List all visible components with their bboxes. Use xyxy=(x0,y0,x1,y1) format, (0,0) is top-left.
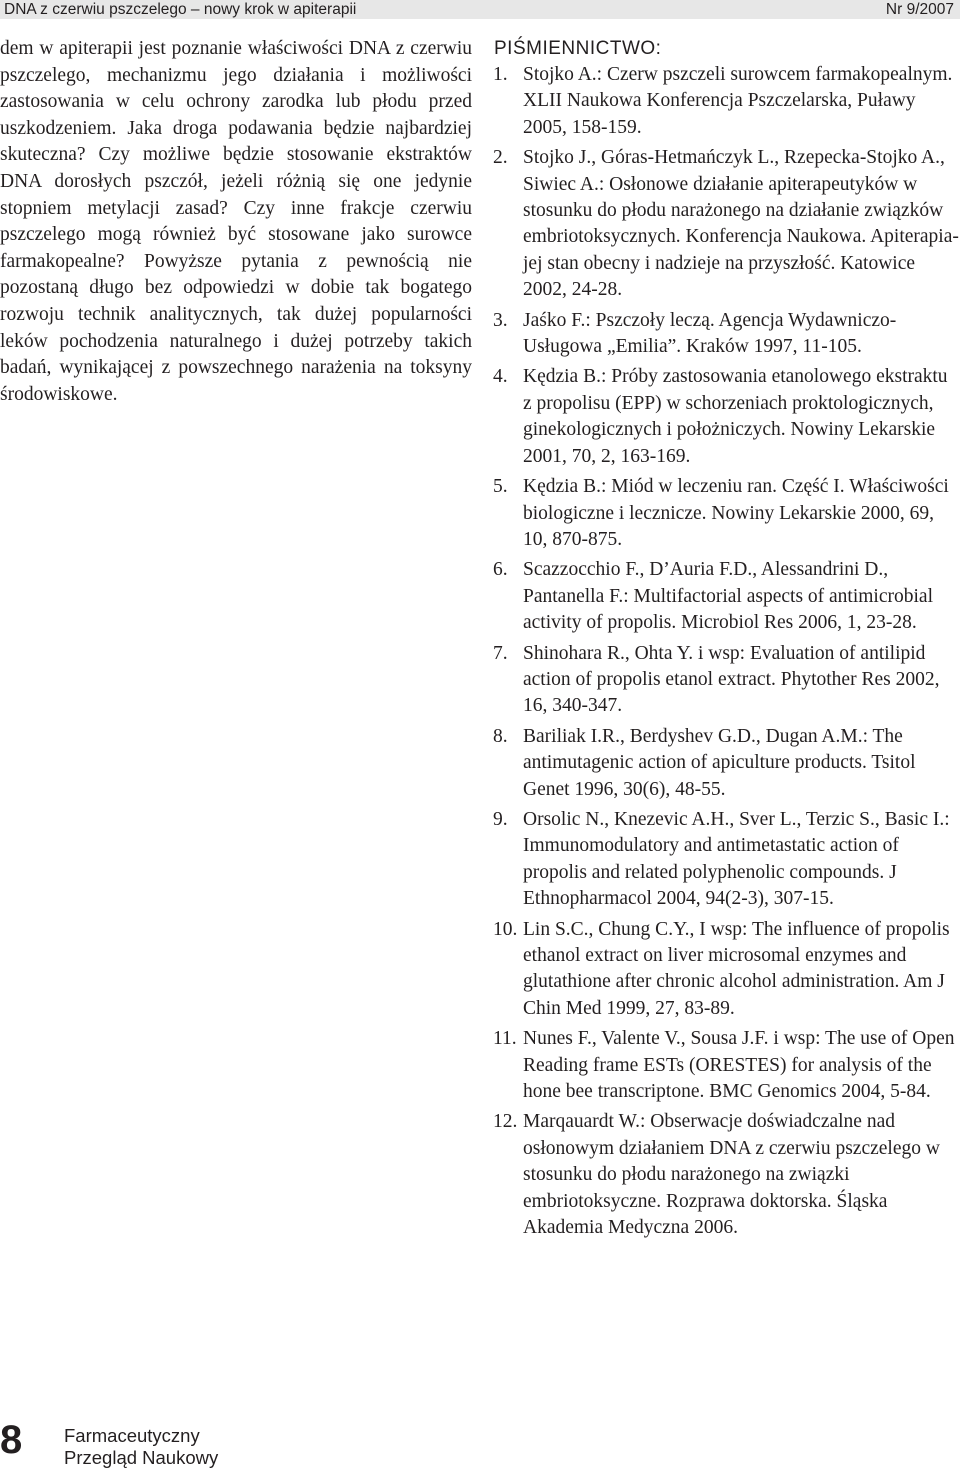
reference-item xyxy=(493,557,960,636)
journal-title-line2: Przegląd Naukowy xyxy=(64,1447,219,1468)
reference-item xyxy=(493,308,960,361)
reference-text: Nunes F., Valente V., Sousa J.F. i wsp: The use of Open Reading frame ESTs (ORESTES) for analysis of the hone bee transcriptone. BMC Genomics 2004, 5-84. xyxy=(523,1028,955,1103)
reference-text: Kędzia B.: Próby zastosowania etanolowego ekstraktu z propolisu (EPP) w schorzeniach proktologicznych, ginekologicznych i położniczych. Nowiny Lekarskie 2001, 70, 2, 163-169. xyxy=(523,366,948,467)
reference-item xyxy=(493,145,960,303)
reference-item xyxy=(493,1109,960,1241)
journal-title-line1: Farmaceutyczny xyxy=(64,1425,200,1446)
reference-number: 1. xyxy=(493,64,508,85)
reference-text: Marqauardt W.: Obserwacje doświadczalne nad osłonowym działaniem DNA z czerwiu pszczelego w stosunku do płodu narażonego na związki embriotoksyczne. Rozprawa doktorska. Śląska Akademia Medyczna 2006. xyxy=(523,1111,940,1239)
reference-text: Bariliak I.R., Berdyshev G.D., Dugan A.M.: The antimutagenic action of apiculture products. Tsitol Genet 1996, 30(6), 48-55. xyxy=(523,725,916,800)
reference-item xyxy=(493,1026,960,1105)
reference-number: 10. xyxy=(493,918,518,940)
reference-number: 3. xyxy=(493,309,508,331)
reference-item xyxy=(493,364,960,470)
reference-item xyxy=(493,807,960,913)
page-number: 8 xyxy=(0,1418,23,1462)
reference-item xyxy=(493,62,960,141)
issue-number: Nr 9/2007 xyxy=(885,1,954,18)
reference-text: Lin S.C., Chung C.Y., I wsp: The influence of propolis ethanol extract on liver microsomal enzymes and glutathione after chronic alcohol administration. Am J Chin Med 1999, 27, 83-89. xyxy=(523,918,950,1019)
journal-title xyxy=(64,1425,218,1469)
reference-text: Kędzia B.: Miód w leczeniu ran. Część I. Właściwości biologiczne i lecznicze. Nowiny Lekarskie 2000, 69, 10, 870-875. xyxy=(523,476,949,550)
running-header-title: DNA z czerwiu pszczelego – nowy krok w apiterapii xyxy=(4,1,357,18)
reference-text: Scazzocchio F., D’Auria F.D., Alessandrini D., Pantanella F.: Multifactorial aspects of antimicrobial activity of propolis. Microbiol Res 2006, 1, 23-28. xyxy=(523,559,933,634)
reference-number: 2. xyxy=(493,147,508,169)
references-column xyxy=(493,36,960,1245)
body-column xyxy=(0,36,472,408)
reference-number: 12. xyxy=(493,1111,518,1133)
reference-text: Stojko J., Góras-Hetmańczyk L., Rzepecka-Stojko A., Siwiec A.: Osłonowe działanie apiterapeutyków w stosunku do płodu narażonego na działanie związków embriotoksycznych. Konferencja Naukowa. Apiterapia-jej stan obecny i nadzieje na przyszłość. Katowice 2002, 24-28. xyxy=(523,147,959,301)
body-paragraph: dem w apiterapii jest poznanie właściwości DNA z czerwiu pszczelego, mechanizmu jego działania i możliwości zastosowania w celu ochrony zarodka lub płodu przed uszkodzeniem. Jaka droga podawania będzie najbardziej skuteczna? Czy możliwe będzie stosowanie ekstraktów DNA dorosłych pszczół, jeżeli różnią się one jedynie stopniem metylacji zasad? Czy inne frakcje czerwiu pszczelego mogą również być stosowane jako surowce farmakopealne? Powyższe pytania z pewnością nie pozostaną długo bez odpowiedzi w dobie tak bogatego rozwoju technik analitycznych, tak dużej popularności leków pochodzenia naturalnego i dużej potrzeby takich badań, wynikającej z powszechnego narażenia na toksyny środowiskowe. xyxy=(0,38,472,405)
reference-text: Orsolic N., Knezevic A.H., Sver L., Terzic S., Basic I.: Immunomodulatory and antimetastatic action of propolis and related polyphenolic compounds. J Ethnopharmacol 2004, 94(2-3), 307-15. xyxy=(523,808,950,910)
running-header xyxy=(0,0,960,19)
reference-item xyxy=(493,724,960,803)
reference-text: Stojko A.: Czerw pszczeli surowcem farmakopealnym. XLII Naukowa Konferencja Pszczelarska, Puławy 2005, 158-159. xyxy=(523,64,953,138)
references-heading: PIŚMIENNICTWO: xyxy=(494,38,662,59)
references-list xyxy=(493,62,960,1241)
reference-item xyxy=(493,641,960,720)
reference-number: 8. xyxy=(493,725,508,747)
reference-text: Jaśko F.: Pszczoły leczą. Agencja Wydawniczo-Usługowa „Emilia”. Kraków 1997, 11-105. xyxy=(523,309,897,358)
reference-number: 6. xyxy=(493,559,508,581)
reference-number: 9. xyxy=(493,808,508,830)
reference-number: 5. xyxy=(493,476,508,498)
reference-item xyxy=(493,917,960,1023)
reference-number: 7. xyxy=(493,642,508,664)
reference-item xyxy=(493,474,960,553)
reference-number: 11. xyxy=(493,1028,517,1050)
reference-text: Shinohara R., Ohta Y. i wsp: Evaluation of antilipid action of propolis etanol extract. Phytother Res 2002, 16, 340-347. xyxy=(523,642,940,717)
reference-number: 4. xyxy=(493,366,508,388)
